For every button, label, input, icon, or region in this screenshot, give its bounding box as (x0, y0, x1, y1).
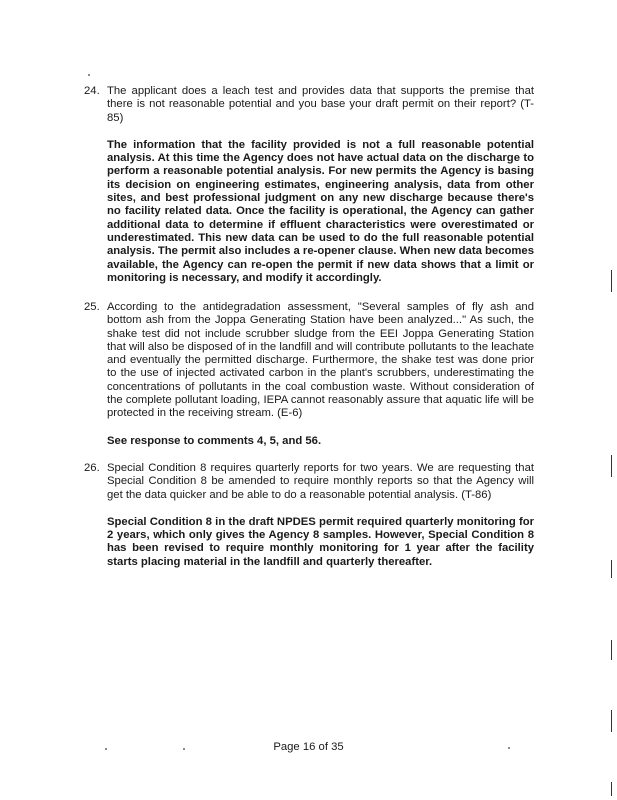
agency-response: Special Condition 8 in the draft NPDES permit required quarterly monitoring for 2 years, which only gives the Agency 8 samples. However, Special Condition 8 has been revised to require monthly monitoring for 1 year after the facility starts placing material in the landfill and quarterly thereafter. (107, 515, 534, 568)
margin-mark (611, 640, 612, 660)
comment-number: 24. (84, 85, 100, 97)
margin-mark (611, 560, 612, 578)
scan-speck (105, 748, 107, 750)
comment-text: The applicant does a leach test and provides data that supports the premise that there is not reasonable potential and you base your draft permit on their report? (T-85) (107, 85, 534, 124)
comment-25 (84, 301, 534, 448)
margin-mark (611, 782, 612, 796)
comment-text: Special Condition 8 requires quarterly reports for two years. We are requesting that Special Condition 8 be amended to require monthly reports so that the Agency will get the data quicker and be able to do a reasonable potential analysis. (T-86) (107, 462, 534, 501)
scan-speck (183, 748, 185, 750)
margin-mark (611, 710, 612, 732)
margin-mark (611, 455, 612, 477)
agency-response: See response to comments 4, 5, and 56. (107, 434, 322, 447)
comment-number: 26. (84, 462, 100, 474)
comment-26 (84, 462, 534, 569)
agency-response: The information that the facility provided is not a full reasonable potential analysis. At this time the Agency does not have actual data on the discharge to perform a reasonable potential analysis. For new permits the Agency is basing its decision on engineering estimates, engineering analysis, data from other sites, and best professional judgment on any new discharge because there's no facility related data. Once the facility is operational, the Agency can gather additional data to determine if effluent characteristics were overestimated or underestimated. This new data can be used to do the full reasonable potential analysis. The permit also includes a re-opener clause. When new data becomes available, the Agency can re-open the permit if new data shows that a limit or monitoring is necessary, and modify it accordingly. (107, 138, 534, 284)
comment-number: 25. (84, 301, 100, 313)
margin-mark (611, 270, 612, 292)
scan-speck (88, 74, 90, 76)
comment-text: According to the antidegradation assessment, "Several samples of fly ash and bottom ash from the Joppa Generating Station have been analyzed..." As such, the shake test did not include scrubber sludge from the EEI Joppa Generating Station that will also be disposed of in the landfill and will contribute pollutants to the leachate and eventually the permitted discharge. Furthermore, the shake test was done prior to the use of injected activated carbon in the plant's scrubbers, underestimating the concentrations of pollutants in the coal combustion waste. Without consideration of the complete pollutant loading, IEPA cannot reasonably assure that aquatic life will be protected in the receiving stream. (E-6) (107, 301, 534, 420)
page-footer: Page 16 of 35 (273, 741, 344, 753)
scan-speck (508, 747, 510, 749)
comment-24 (84, 85, 534, 285)
